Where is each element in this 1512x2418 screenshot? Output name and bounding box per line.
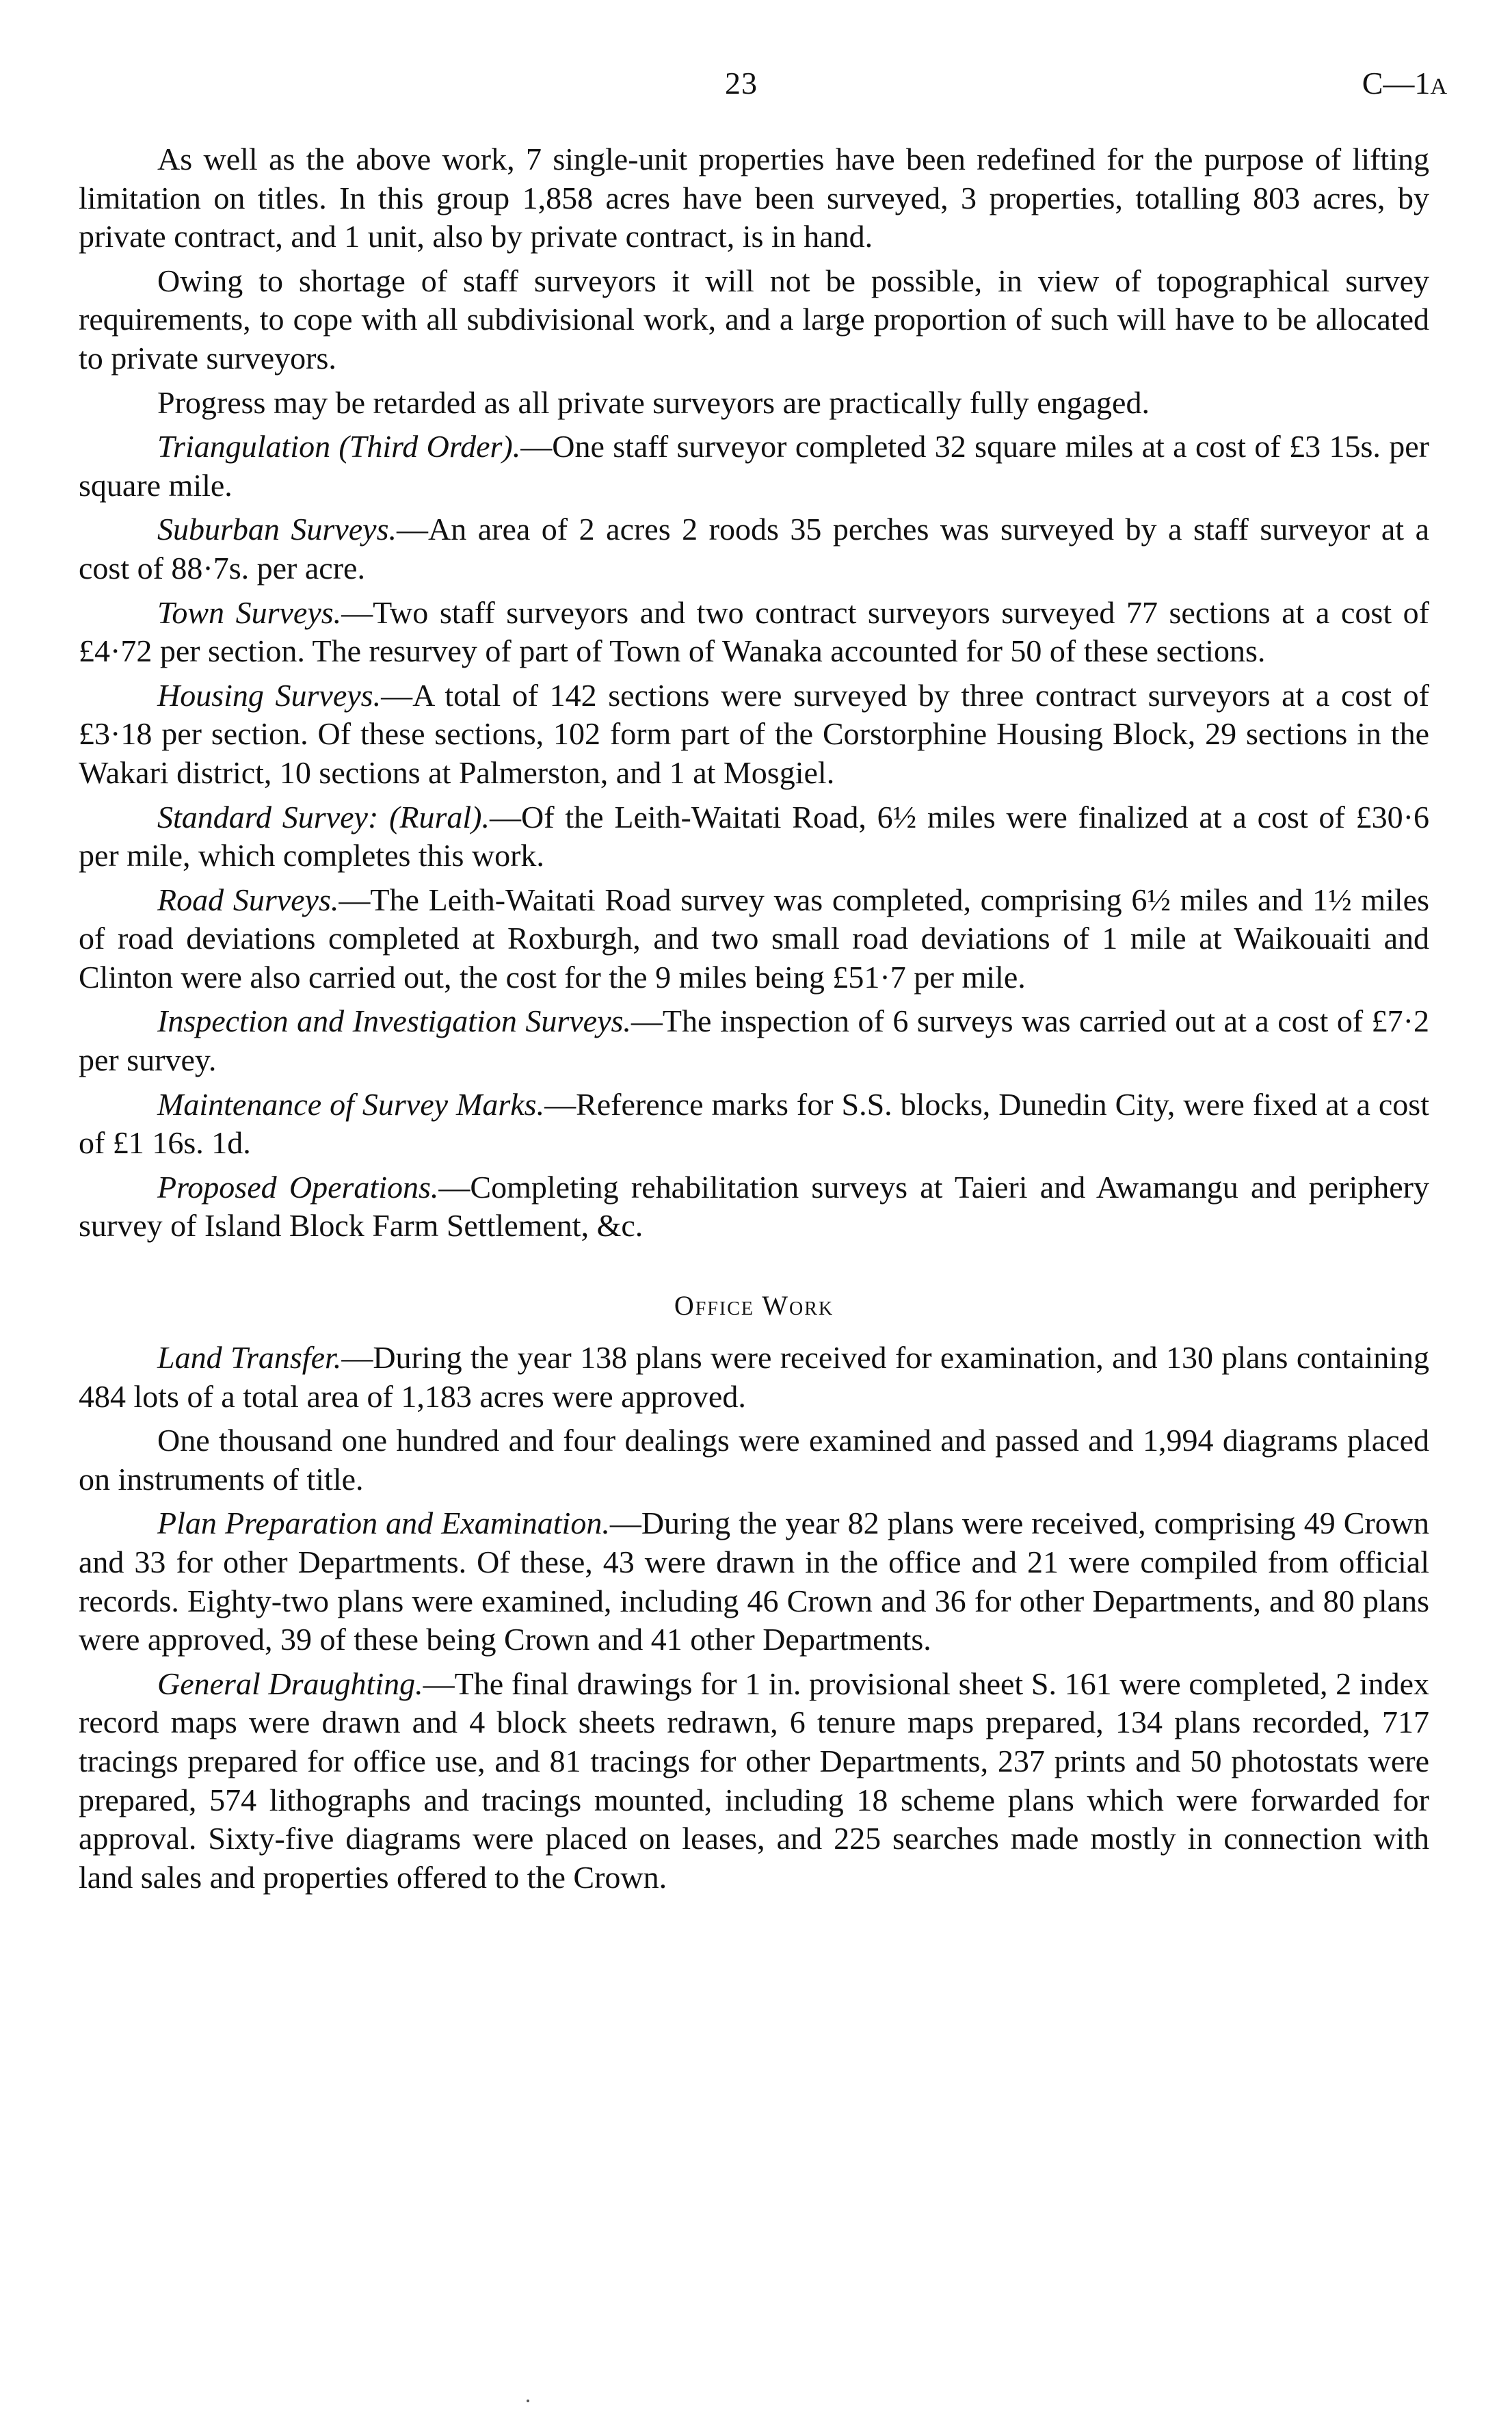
paragraph-dealings: One thousand one hundred and four dealings were examined and passed and 1,994 diagrams placed on instruments of title. xyxy=(79,1423,1429,1497)
section-lead: Suburban Surveys. xyxy=(157,512,397,547)
section-text: —Reference marks for S.S. blocks, Dunedin City, were fixed at a cost of £1 16s. 1d. xyxy=(79,1086,1429,1161)
section-land-transfer xyxy=(79,1339,1429,1416)
section-standard-survey xyxy=(79,798,1429,876)
section-text: —A total of 142 sections were surveyed by three contract surveyors at a cost of £3·18 per section. Of these sections, 102 form part of the Corstorphine Housing Block, 29 sections in the Wakari district, 10 sections at Palmerston, and 1 at Mosgiel. xyxy=(79,677,1429,790)
section-lead: Town Surveys. xyxy=(157,594,342,630)
paragraph-redefined-properties: As well as the above work, 7 single-unit properties have been redefined for the purpose of lifting limitation on titles. In this group 1,858 acres have been surveyed, 3 properties, totalling 803 acres, by private contract, and 1 unit, also by private contract, is in hand. xyxy=(79,142,1429,254)
section-text: —Two staff surveyors and two contract surveyors surveyed 77 sections at a cost of £4·72 per section. The resurvey of part of Town of Wanaka accounted for 50 of these sections. xyxy=(79,594,1429,669)
section-town-surveys xyxy=(79,594,1429,671)
section-lead: Housing Surveys. xyxy=(157,677,382,713)
page-reference xyxy=(1362,65,1447,101)
page-reference-main: C—1 xyxy=(1362,66,1431,101)
section-lead: Land Transfer. xyxy=(157,1340,342,1376)
section-text: —The final drawings for 1 in. provisional sheet S. 161 were completed, 2 index record maps were drawn and 4 block sheets redrawn, 6 tenure maps prepared, 134 plans recorded, 717 tracings prepared for office use, and 81 tracings for other Departments, 237 prints and 50 photostats were prepared, 574 lithographs and tracings mounted, including 18 scheme plans which were forwarded for approval. Sixty-five diagrams were placed on leases, and 225 searches made mostly in connection with land sales and properties offered to the Crown. xyxy=(79,1666,1429,1895)
page-header xyxy=(0,65,1512,113)
section-lead: Standard Survey: (Rural). xyxy=(157,799,490,835)
section-plan-preparation xyxy=(79,1504,1429,1659)
paragraph-staff-shortage: Owing to shortage of staff surveyors it will not be possible, in view of topographical survey requirements, to cope with all subdivisional work, and a large proportion of such will have to be allocated to private surveyors. xyxy=(79,263,1429,376)
section-lead: Plan Preparation and Examination. xyxy=(157,1506,610,1541)
section-triangulation xyxy=(79,428,1429,505)
section-survey-marks xyxy=(79,1086,1429,1163)
section-general-draughting xyxy=(79,1665,1429,1897)
section-lead: General Draughting. xyxy=(157,1666,423,1701)
page-body xyxy=(79,140,1429,1897)
section-text: —Completing rehabilitation surveys at Taieri and Awamangu and periphery survey of Island Block Farm Settlement, &c. xyxy=(79,1169,1429,1244)
section-lead: Inspection and Investigation Surveys. xyxy=(157,1003,631,1039)
section-text: —During the year 138 plans were received for examination, and 130 plans containing 484 lots of a total area of 1,183 acres were approved. xyxy=(79,1340,1429,1414)
section-lead: Proposed Operations. xyxy=(157,1169,439,1205)
section-suburban-surveys xyxy=(79,510,1429,588)
section-text: —The Leith-Waitati Road survey was completed, comprising 6½ miles and 1½ miles of road deviations completed at Roxburgh, and two small road deviations of 1 mile at Waikouaiti and Clinton were also carried out, the cost for the 9 miles being £51·7 per mile. xyxy=(79,882,1429,995)
section-lead: Triangulation (Third Order). xyxy=(157,429,521,464)
section-inspection-surveys xyxy=(79,1002,1429,1079)
section-lead: Maintenance of Survey Marks. xyxy=(157,1086,545,1122)
paragraph-progress: Progress may be retarded as all private surveyors are practically fully engaged. xyxy=(157,384,1150,420)
section-text: —The inspection of 6 surveys was carried out at a cost of £7·2 per survey. xyxy=(79,1003,1429,1078)
section-housing-surveys xyxy=(79,676,1429,793)
page-reference-suffix: A xyxy=(1430,74,1447,99)
section-lead: Road Surveys. xyxy=(157,882,339,917)
section-text: —During the year 82 plans were received, comprising 49 Crown and 33 for other Departments. Of these, 43 were drawn in the office and 21 were compiled from official records. Eighty-two plans were examined, including 46 Crown and 36 for other Departments, and 80 plans were approved, 39 of these being Crown and 41 other Departments. xyxy=(79,1506,1429,1657)
section-text: —One staff surveyor completed 32 square miles at a cost of £3 15s. per square mile. xyxy=(79,429,1429,503)
section-road-surveys xyxy=(79,881,1429,997)
section-text: —An area of 2 acres 2 roods 35 perches was surveyed by a staff surveyor at a cost of 88·7s. per acre. xyxy=(79,512,1429,586)
section-proposed-operations xyxy=(79,1168,1429,1246)
page-number: 23 xyxy=(725,66,758,101)
section-text: —Of the Leith-Waitati Road, 6½ miles were finalized at a cost of £30·6 per mile, which completes this work. xyxy=(79,799,1429,873)
print-mark xyxy=(527,2400,529,2402)
office-work-heading: Office Work xyxy=(674,1290,834,1322)
